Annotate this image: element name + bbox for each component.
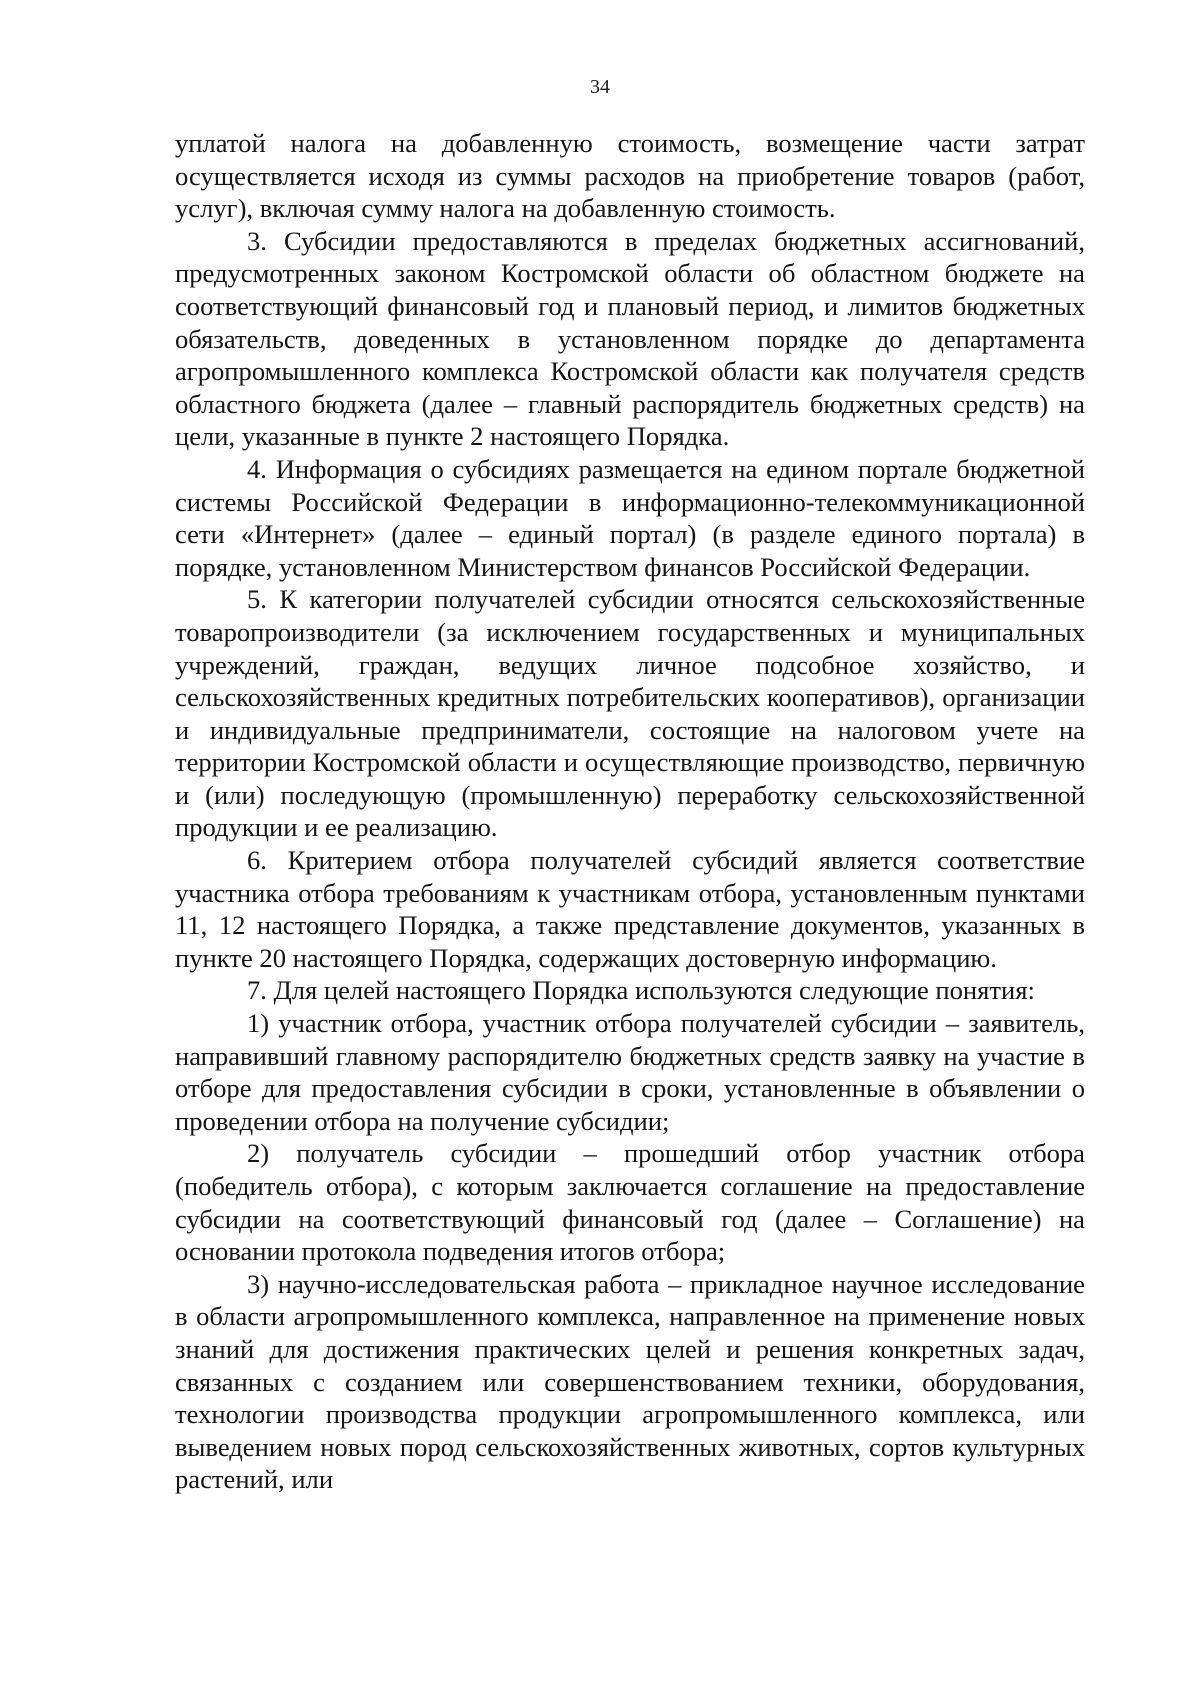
paragraph-item-4: 4. Информация о субсидиях размещается на едином портале бюджетной системы Российской Федерации в информационно-телекоммуникационной сети «Интернет» (далее – единый портал) (в разделе единого портала) в порядке, установленном Министерством финансов Российской Федерации.: [175, 453, 1085, 582]
paragraph-item-7: 7. Для целей настоящего Порядка используются следующие понятия:: [247, 975, 1035, 1006]
definition-2: 2) получатель субсидии – прошедший отбор участник отбора (победитель отбора), с которым заключается соглашение на предоставление субсидии на соответствующий финансовый год (далее – Соглашение) на основании протокола подведения итогов отбора;: [175, 1138, 1085, 1267]
definition-1: 1) участник отбора, участник отбора получателей субсидии – заявитель, направивший главному распорядителю бюджетных средств заявку на участие в отборе для предоставления субсидии в сроки, установленные в объявлении о проведении отбора на получение субсидии;: [175, 1008, 1085, 1136]
document-body: [175, 127, 1085, 1496]
paragraph-item-3: 3. Субсидии предоставляются в пределах бюджетных ассигнований, предусмотренных законом Костромской области об областном бюджете на соответствующий финансовый год и плановый период, и лимитов бюджетных обязательств, доведенных в установленном порядке до департамента агропромышленного комплекса Костромской области как получателя средств областного бюджета (далее – главный распорядитель бюджетных средств) на цели, указанные в пункте 2 настоящего Порядка.: [175, 225, 1085, 452]
paragraph-item-5: 5. К категории получателей субсидии относятся сельскохозяйственные товаропроизводители (за исключением государственных и муниципальных учреждений, граждан, ведущих личное подсобное хозяйство, и сельскохозяйственных кредитных потребительских кооперативов), организации и индивидуальные предприниматели, состоящие на налоговом учете на территории Костромской области и осуществляющие производство, первичную и (или) последующую (промышленную) переработку сельскохозяйственной продукции и ее реализацию.: [175, 584, 1085, 843]
paragraph-item-6: 6. Критерием отбора получателей субсидий является соответствие участника отбора требованиям к участникам отбора, установленным пунктами 11, 12 настоящего Порядка, а также представление документов, указанных в пункте 20 настоящего Порядка, содержащих достоверную информацию.: [175, 845, 1085, 973]
definition-3: 3) научно-исследовательская работа – прикладное научное исследование в области агропромышленного комплекса, направленное на применение новых знаний для достижения практических целей и решения конкретных задач, связанных с созданием или совершенствованием техники, оборудования, технологии производства продукции агропромышленного комплекса, или выведением новых пород сельскохозяйственных животных, сортов культурных растений, или: [175, 1268, 1085, 1495]
page-number: 34: [590, 76, 610, 98]
paragraph-continuation: уплатой налога на добавленную стоимость, возмещение части затрат осуществляется исходя из суммы расходов на приобретение товаров (работ, услуг), включая сумму налога на добавленную стоимость.: [175, 128, 1085, 224]
